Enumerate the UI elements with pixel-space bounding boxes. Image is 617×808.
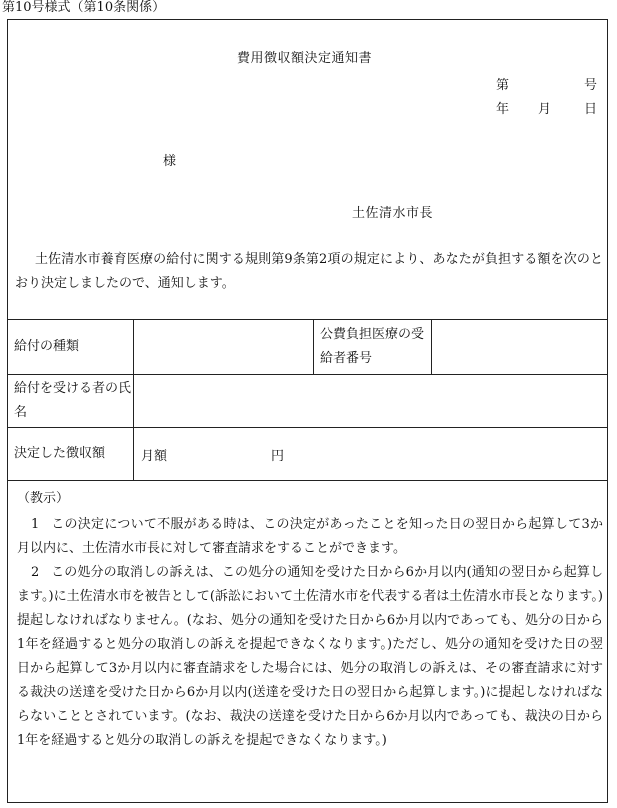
decision-table (8, 319, 607, 481)
benefit-type-label: 給付の種類 (8, 320, 134, 374)
note-item (17, 513, 603, 561)
decided-amount-value (134, 428, 607, 480)
date-year: 年 (496, 102, 510, 117)
table-row-benefit (8, 320, 607, 375)
decided-amount-label: 決定した徴収額 (8, 428, 134, 480)
notice-form (7, 19, 608, 803)
table-row-amount (8, 428, 607, 481)
recipient-number-label: 公費負担医療の受給者番号 (314, 320, 432, 374)
form-number: 第10号様式（第10条関係） (2, 0, 166, 15)
benefit-type-value (134, 320, 314, 374)
yen-unit: 円 (271, 448, 285, 464)
addressee-suffix: 様 (163, 154, 177, 169)
monthly-label: 月額 (141, 448, 168, 464)
document-number-prefix: 第 (496, 78, 510, 93)
note-item (17, 561, 603, 753)
date-day: 日 (584, 102, 598, 117)
notes-heading: （教示） (17, 491, 70, 506)
recipient-number-value (432, 320, 607, 374)
date-month: 月 (538, 102, 552, 117)
note-number: 1 (31, 517, 40, 532)
recipient-name-value (134, 375, 607, 427)
table-row-recipient (8, 375, 607, 428)
document-number-suffix: 号 (584, 78, 598, 93)
note-number: 2 (31, 565, 40, 580)
note-text: この決定について不服がある時は、この決定があったことを知った日の翌日から起算して3か月以内に、土佐清水市長に対して審査請求をすることができます。 (17, 517, 603, 556)
note-text: この処分の取消しの訴えは、この処分の通知を受けた日から6か月以内(通知の翌日から起算します。)に土佐清水市を被告として(訴訟において土佐清水市を代表する者は土佐清水市長となります。)提起しなければなりません。(なお、処分の通知を受けた日から6か月以内であっても、処分の日から1年を経過すると処分の取消しの訴えを提起できなくなります。)ただし、処分の通知を受けた日の翌日から起算して3か月以内に審査請求をした場合には、処分の取消しの訴えは、その審査請求に対する裁決の送達を受けた日から6か月以内(送達を受けた日の翌日から起算します。)に提起しなければならないこととされています。(なお、裁決の送達を受けた日から6か月以内であっても、裁決の日から1年を経過すると処分の取消しの訴えを提起できなくなります。) (17, 565, 603, 748)
recipient-name-label: 給付を受ける者の氏名 (8, 375, 134, 427)
issuer-name: 土佐清水市長 (352, 206, 434, 221)
notice-body: 土佐清水市養育医療の給付に関する規則第9条第2項の規定により、あなたが負担する額を次のとおり決定しましたので、通知します。 (15, 252, 603, 291)
document-title: 費用徴収額決定通知書 (237, 51, 373, 66)
